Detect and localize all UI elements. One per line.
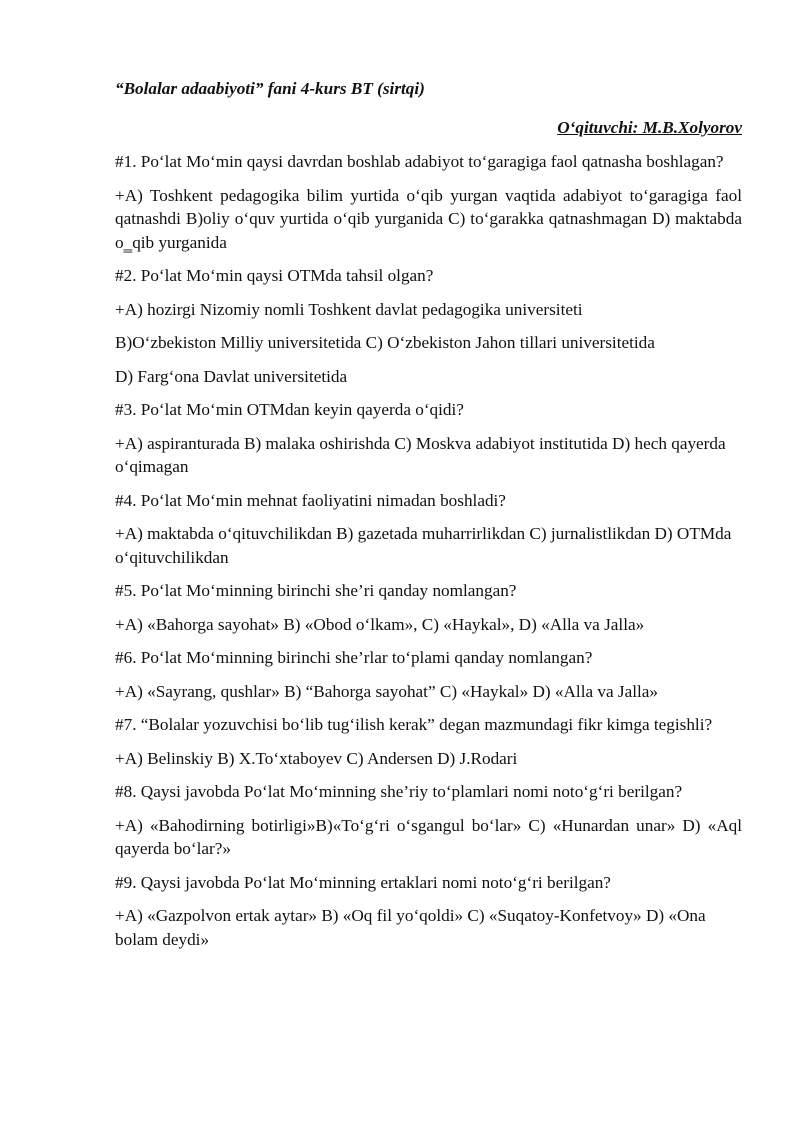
teacher-name: O‘qituvchi: M.B.Xolyorov [557, 118, 742, 137]
question-block-5 [115, 579, 742, 636]
question-text: #3. Po‘lat Mo‘min OTMdan keyin qayerda o‘qidi? [115, 400, 464, 419]
answer-options: B)O‘zbekiston Milliy universitetida C) O‘zbekiston Jahon tillari universitetida [115, 333, 655, 352]
question-text: #8. Qaysi javobda Po‘lat Mo‘minning she’riy to‘plamlari nomi noto‘g‘ri berilgan? [115, 782, 683, 801]
answer-options: +A) hozirgi Nizomiy nomli Toshkent davlat pedagogika universiteti [115, 299, 583, 319]
course-title: “Bolalar adaabiyoti” fani 4-kurs BT (sirtqi) [115, 79, 425, 98]
question-text: #4. Po‘lat Mo‘min mehnat faoliyatini nimadan boshladi? [115, 490, 506, 510]
question-block-9 [115, 871, 742, 952]
answer-options: +A) «Bahodirning botirligi»B)«To‘g‘ri o‘sgangul bo‘lar» C) «Hunardan unar» D) «Aql qayerda bo‘lar?» [115, 815, 742, 858]
question-block-3 [115, 398, 742, 479]
question-block-7 [115, 713, 742, 770]
question-block-2 [115, 264, 742, 388]
question-block-8 [115, 780, 742, 861]
question-text: #6. Po‘lat Mo‘minning birinchi she’rlar to‘plami qanday nomlangan? [115, 648, 593, 667]
question-text: #1. Po‘lat Mo‘min qaysi davrdan boshlab adabiyot to‘garagiga faol qatnasha boshlagan? [115, 152, 724, 171]
question-block-4 [115, 489, 742, 570]
answer-options: +A) aspiranturada B) malaka oshirishda C) Moskva adabiyot institutida D) hech qayerda o‘qimagan [115, 433, 726, 476]
answer-options: +A) «Gazpolvon ertak aytar» B) «Oq fil yo‘qoldi» C) «Suqatoy-Konfetvoy» D) «Ona bolam deydi» [115, 906, 706, 949]
question-block-1 [115, 150, 742, 254]
answer-options: D) Farg‘ona Davlat universitetida [115, 366, 348, 386]
answer-options: +A) «Sayrang, qushlar» B) “Bahorga sayohat” C) «Haykal» D) «Alla va Jalla» [115, 681, 659, 701]
question-text: #9. Qaysi javobda Po‘lat Mo‘minning ertaklari nomi noto‘g‘ri berilgan? [115, 872, 611, 892]
question-block-6 [115, 646, 742, 703]
answer-options: +A) Belinskiy B) X.To‘xtaboyev C) Andersen D) J.Rodari [115, 748, 518, 768]
answer-options: +A) maktabda o‘qituvchilikdan B) gazetada muharrirlikdan C) jurnalistlikdan D) OTMda o‘qituvchilikdan [115, 524, 732, 567]
question-text: #2. Po‘lat Mo‘min qaysi OTMda tahsil olgan? [115, 266, 434, 285]
answer-options: +A) Toshkent pedagogika bilim yurtida o‘qib yurgan vaqtida adabiyot to‘garagiga faol qatnashdi B)oliy o‘quv yurtida o‘qib yurganida C) to‘garakka qatnashmagan D) maktabda o‗qib yurganida [115, 185, 742, 252]
answer-options: +A) «Bahorga sayohat» B) «Obod o‘lkam», C) «Haykal», D) «Alla va Jalla» [115, 614, 645, 634]
question-text: #7. “Bolalar yozuvchisi bo‘lib tug‘ilish kerak” degan mazmundagi fikr kimga tegishli? [115, 715, 713, 734]
question-text: #5. Po‘lat Mo‘minning birinchi she’ri qanday nomlangan? [115, 581, 517, 600]
